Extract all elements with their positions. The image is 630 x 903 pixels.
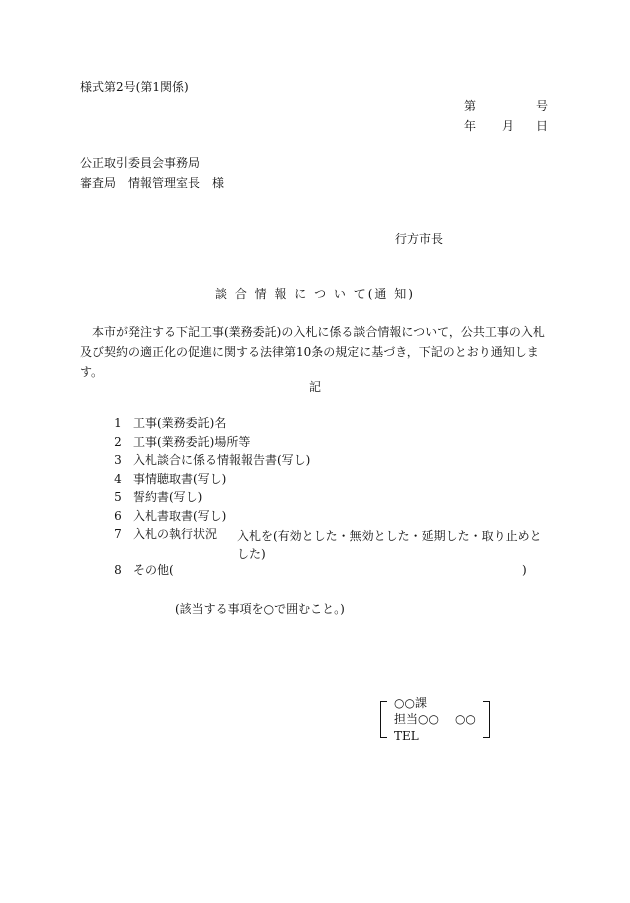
item-text: その他( (133, 563, 174, 577)
document-number (464, 99, 548, 115)
body-paragraph: 本市が発注する下記工事(業務委託)の入札に係る談合情報について，公共工事の入札及び契約の適正化の促進に関する法律第10条の規定に基づき，下記のとおり通知します。 (80, 325, 545, 379)
document-date (464, 119, 548, 135)
list-item (112, 509, 552, 528)
right-bracket (483, 701, 490, 738)
list-item (112, 527, 552, 563)
item-number: 4 (114, 471, 122, 486)
document-title: 談 合 情 報 に つ い て(通 知) (215, 287, 415, 301)
date-day: 日 (535, 119, 548, 133)
list-item (112, 416, 552, 435)
item-list (112, 416, 552, 582)
date-month: 月 (502, 119, 515, 133)
contact-box (380, 696, 490, 742)
item-number: 1 (114, 416, 122, 430)
item-close-paren: ) (522, 563, 527, 577)
item-detail: 入札を(有効とした・無効とした・延期した・取り止めとした) (237, 529, 542, 561)
item-text: 誓約書(写し) (133, 490, 203, 504)
contact-person-label: 担当○○ (394, 712, 439, 726)
item-text: 入札書取書(写し) (133, 508, 227, 523)
addressee-organization: 公正取引委員会事務局 (80, 156, 201, 170)
contact-tel: TEL (394, 729, 419, 743)
item-text: 工事(業務委託)場所等 (133, 434, 251, 449)
instruction-note: (該当する事項を○で囲むこと。) (175, 602, 345, 616)
list-item (112, 490, 552, 509)
item-text: 入札の執行状況 (133, 527, 218, 541)
item-number: 3 (114, 453, 122, 467)
list-item (112, 472, 552, 491)
list-item (112, 563, 552, 582)
item-number: 5 (114, 490, 122, 504)
item-number: 6 (114, 508, 122, 523)
contact-department: ○○課 (394, 696, 427, 710)
item-number: 2 (114, 434, 122, 449)
list-item (112, 453, 552, 472)
item-number: 7 (114, 527, 122, 541)
contact-person-name: ○○ (454, 712, 476, 726)
item-text: 事情聴取書(写し) (133, 471, 227, 486)
item-text: 工事(業務委託)名 (133, 416, 227, 430)
contact-person (394, 712, 476, 728)
left-bracket (380, 701, 387, 738)
list-item (112, 435, 552, 454)
ki-heading: 記 (308, 380, 321, 394)
date-year: 年 (464, 119, 477, 133)
sender: 行方市長 (395, 232, 444, 246)
addressee-person: 審査局 情報管理室長 様 (80, 176, 225, 190)
document-number-prefix: 第 (464, 99, 477, 113)
document-number-suffix: 号 (535, 99, 548, 113)
form-number: 様式第2号(第1関係) (80, 80, 189, 94)
item-text: 入札談合に係る情報報告書(写し) (133, 453, 311, 467)
item-number: 8 (114, 563, 122, 577)
